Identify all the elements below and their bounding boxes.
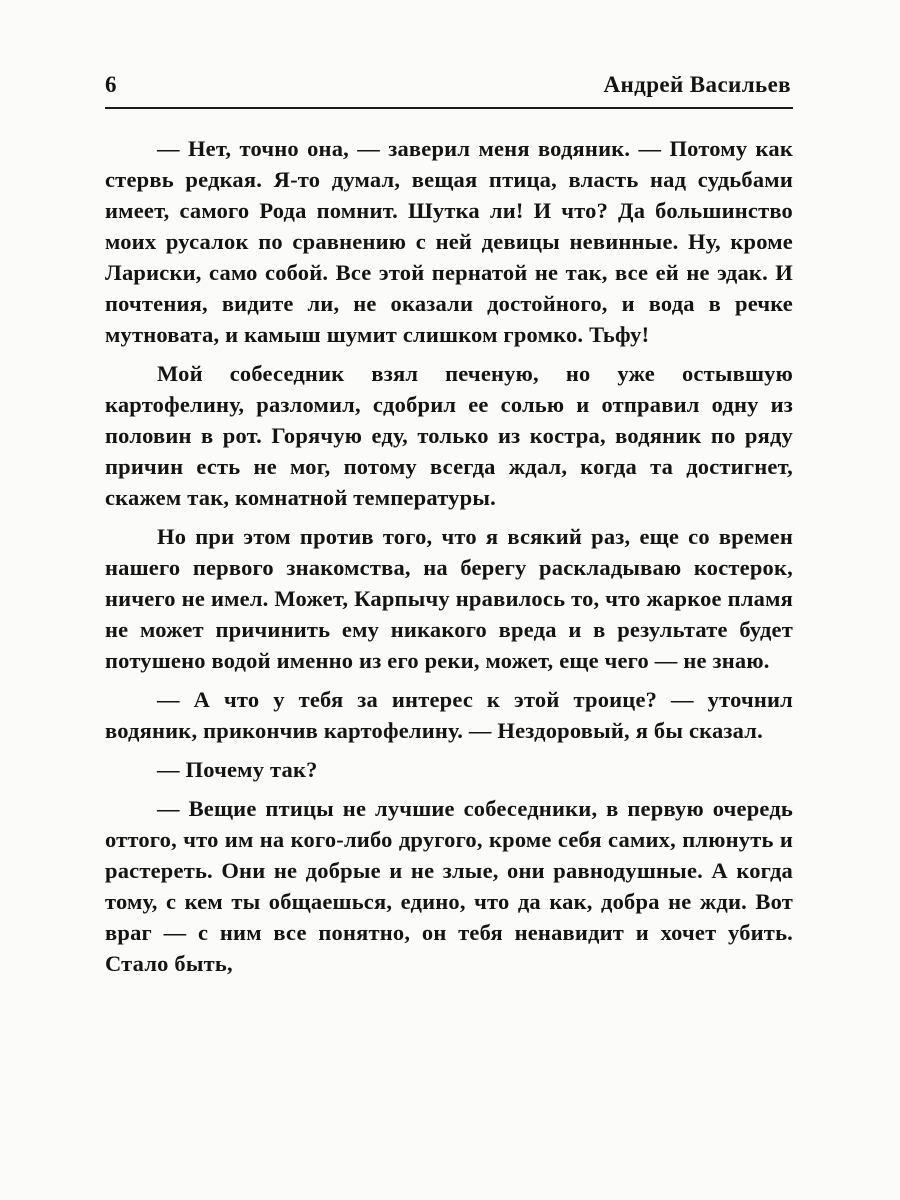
page-body-text [105, 133, 793, 979]
running-header [105, 72, 793, 98]
paragraph: Но при этом против того, что я всякий раз, еще со времен нашего первого знакомства, на берегу раскладываю костерок, ничего не имел. Может, Карпычу нравилось то, что жаркое пламя не может причинить ему никакого вреда и в результате будет потушено водой именно из его реки, может, еще чего — не знаю. [105, 524, 793, 673]
page-number: 6 [105, 72, 117, 97]
paragraph: — Почему так? [157, 757, 318, 782]
paragraph: — Нет, точно она, — заверил меня водяник. — Потому как стервь редкая. Я-то думал, вещая птица, власть над судьбами имеет, самого Рода помнит. Шутка ли! И что? Да большинство моих русалок по сравнению с ней девицы невинные. Ну, кроме Лариски, само собой. Все этой пернатой не так, все ей не эдак. И почтения, видите ли, не оказали достойного, и вода в речке мутновата, и камыш шумит слишком громко. Тьфу! [105, 136, 793, 347]
running-header-author: Андрей Васильев [603, 72, 791, 97]
paragraph: Мой собеседник взял печеную, но уже остывшую картофелину, разломил, сдобрил ее солью и отправил одну из половин в рот. Горячую еду, только из костра, водяник по ряду причин есть не мог, потому всегда ждал, когда та достигнет, скажем так, комнатной температуры. [105, 361, 793, 510]
header-rule [105, 107, 793, 109]
paragraph: — А что у тебя за интерес к этой троице? — уточнил водяник, прикончив картофелину. — Нездоровый, я бы сказал. [105, 687, 793, 743]
text-block [105, 72, 793, 979]
paragraph: — Вещие птицы не лучшие собеседники, в первую очередь оттого, что им на кого-либо другого, кроме себя самих, плюнуть и растереть. Они не добрые и не злые, они равнодушные. А когда тому, с кем ты общаешься, едино, что да как, добра не жди. Вот враг — с ним все понятно, он тебя ненавидит и хочет убить. Стало быть, [105, 796, 793, 976]
